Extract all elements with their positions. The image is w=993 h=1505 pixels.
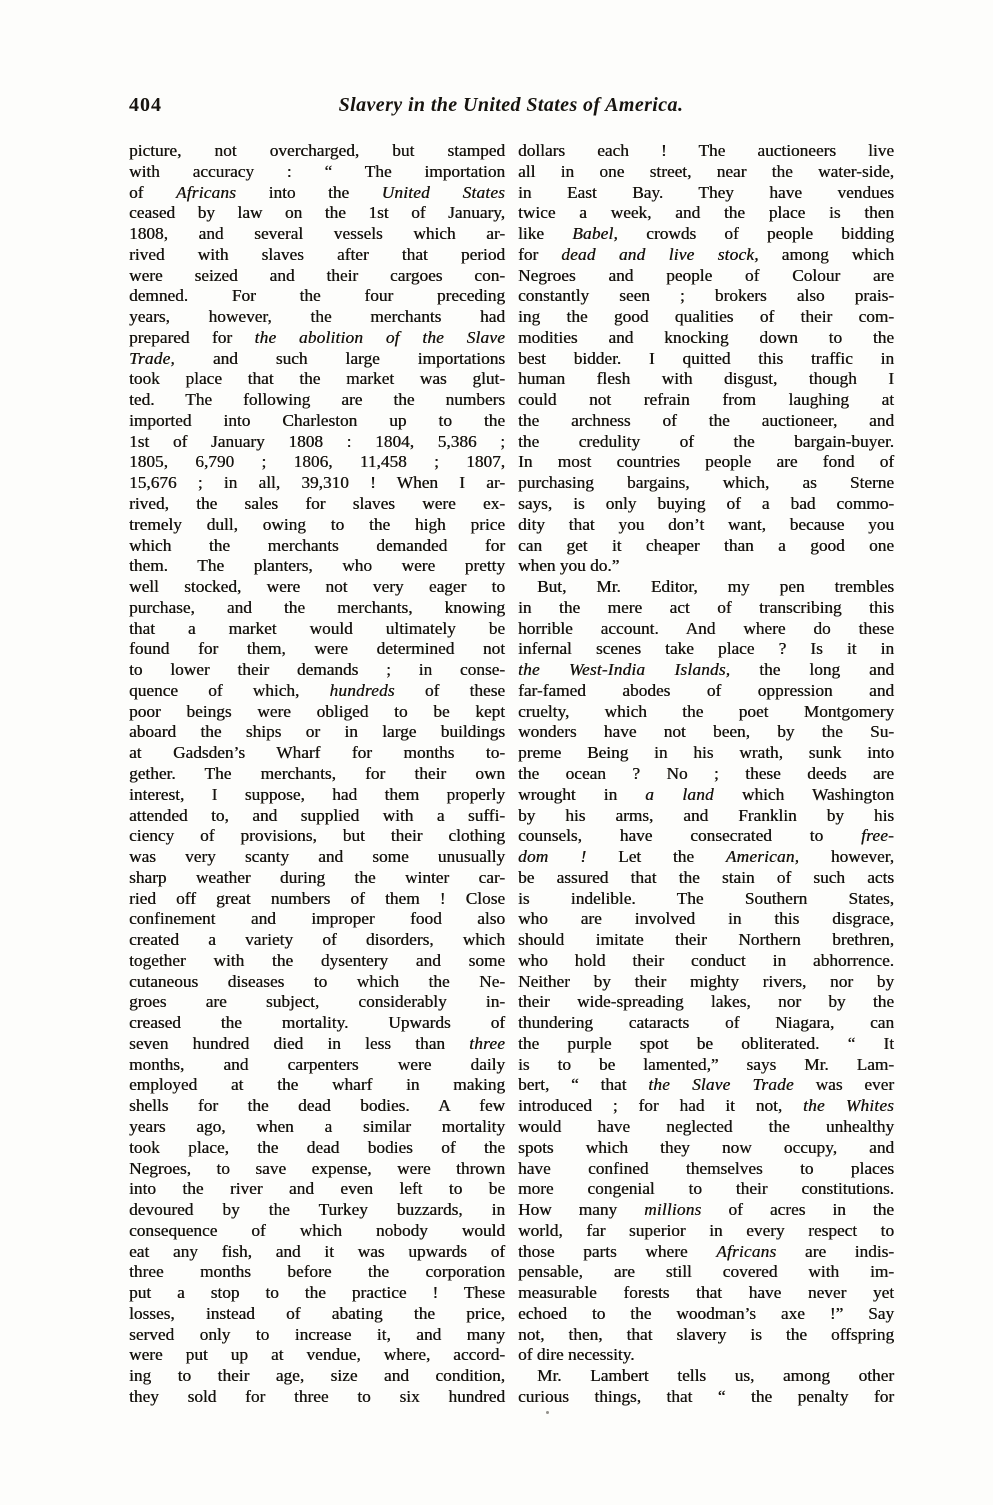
text-line: prepared for the abolition of the Slave (129, 327, 505, 347)
text-line: losses, instead of abating the price, (129, 1303, 505, 1323)
text-line: all in one street, near the water-side, (518, 161, 894, 181)
text-line: eat any fish, and it was upwards of (129, 1241, 505, 1261)
text-line: wonders have not been, by the Su- (518, 722, 894, 742)
text-line: cutaneous diseases to which the Ne- (129, 971, 505, 991)
text-line: for dead and live stock, among which (518, 244, 894, 264)
text-line: ceased by law on the 1st of January, (129, 203, 505, 223)
text-line: served only to increase it, and many (129, 1324, 505, 1344)
text-line: months, and carpenters were daily (129, 1054, 505, 1074)
text-line: at Gadsden’s Wharf for months to- (129, 743, 505, 763)
page-title: Slavery in the United States of America. (338, 94, 684, 116)
text-line: would have neglected the unhealthy (518, 1116, 894, 1136)
text-line: in East Bay. They have vendues (518, 182, 894, 202)
text-line: ted. The following are the numbers (129, 390, 505, 410)
text-line: 1st of January 1808 : 1804, 5,386 ; (129, 431, 505, 451)
text-line: seven hundred died in less than three (129, 1033, 505, 1053)
text-line: twice a week, and the place is then (518, 203, 894, 223)
text-line: more congenial to their constitutions. (518, 1179, 894, 1199)
text-line: groes are subject, considerably in- (129, 992, 505, 1012)
text-line: spots which they now occupy, and (518, 1137, 894, 1157)
text-line: took place that the market was glut- (129, 369, 505, 389)
text-line: took place, the dead bodies of the (129, 1137, 505, 1157)
text-line: rived, the sales for slaves were ex- (129, 494, 505, 514)
text-line: years, however, the merchants had (129, 307, 505, 327)
text-line: when you do.” (518, 556, 620, 576)
text-line: demned. For the four preceding (129, 286, 505, 306)
scan-speck (546, 1411, 549, 1414)
text-line: confinement and improper food also (129, 909, 505, 929)
text-line: consequence of which nobody would (129, 1220, 505, 1240)
text-line: 1808, and several vessels which ar- (129, 224, 505, 244)
text-line: Trade, and such large importations (129, 348, 505, 368)
text-line: those parts where Africans are indis- (518, 1241, 894, 1261)
right-column (518, 141, 894, 1408)
text-line: have confined themselves to places (518, 1158, 894, 1178)
text-line: poor beings were obliged to be kept (129, 701, 505, 721)
text-line: ing the good qualities of their com- (518, 307, 894, 327)
text-line: were seized and their cargoes con- (129, 265, 505, 285)
text-line: purchasing bargains, which, as Sterne (518, 473, 894, 493)
text-line: who hold their conduct in abhorrence. (518, 950, 894, 970)
text-line: Negroes, to save expense, were thrown (129, 1158, 505, 1178)
text-line: the ocean ? No ; these deeds are (518, 763, 894, 783)
text-line: created a variety of disorders, which (129, 930, 505, 950)
text-line: that a market would ultimately be (129, 618, 505, 638)
text-line: constantly seen ; brokers also prais- (518, 286, 894, 306)
left-column (129, 141, 505, 1408)
text-line: aboard the ships or in large buildings (129, 722, 505, 742)
text-line: found for them, were determined not (129, 639, 505, 659)
text-line: the credulity of the bargain-buyer. (518, 431, 894, 451)
text-line: horrible account. And where do these (518, 618, 894, 638)
text-line: thundering cataracts of Niagara, can (518, 1013, 894, 1033)
text-line: curious things, that “ the penalty for (518, 1386, 894, 1406)
text-line: In most countries people are fond of (518, 452, 894, 472)
text-line: measurable forests that have never yet (518, 1283, 894, 1303)
text-line: three months before the corporation (129, 1262, 505, 1282)
text-line: employed at the wharf in making (129, 1075, 505, 1095)
text-line: shells for the dead bodies. A few (129, 1096, 505, 1116)
text-line: be assured that the stain of such acts (518, 867, 894, 887)
page-number: 404 (129, 94, 162, 116)
text-line: could not refrain from laughing at (518, 390, 894, 410)
text-line: can get it cheaper than a good one (518, 535, 894, 555)
text-line: in the mere act of transcribing this (518, 597, 894, 617)
text-line: the archness of the auctioneer, and (518, 410, 894, 430)
text-line: far-famed abodes of oppression and (518, 680, 894, 700)
text-line: gether. The merchants, for their own (129, 763, 505, 783)
text-line: attended to, and supplied with a suffi- (129, 805, 505, 825)
text-line: But, Mr. Editor, my pen trembles (537, 577, 894, 597)
text-line: the purple spot be obliterated. “ It (518, 1033, 894, 1053)
text-line: tremely dull, owing to the high price (129, 514, 505, 534)
text-body (129, 141, 894, 1408)
text-line: purchase, and the merchants, knowing (129, 597, 505, 617)
text-line: is indelible. The Southern States, (518, 888, 894, 908)
text-line: creased the mortality. Upwards of (129, 1013, 505, 1033)
text-line: introduced ; for had it not, the Whites (518, 1096, 895, 1116)
text-line: the West-India Islands, the long and (518, 660, 894, 680)
text-line: picture, not overcharged, but stamped (129, 141, 505, 160)
text-line: ried off great numbers of them ! Close (129, 888, 505, 908)
text-line: which the merchants demanded for (129, 535, 505, 555)
text-line: imported into Charleston up to the (129, 410, 505, 430)
text-line: bert, “ that the Slave Trade was ever (518, 1075, 894, 1095)
text-line: counsels, have consecrated to free- (518, 826, 894, 846)
text-line: to lower their demands ; in conse- (129, 660, 505, 680)
text-line: wrought in a land which Washington (518, 784, 894, 804)
text-line: years ago, when a similar mortality (129, 1116, 505, 1136)
text-line: best bidder. I quitted this traffic in (518, 348, 894, 368)
text-line: says, is only buying of a bad commo- (518, 494, 894, 514)
text-line: dom ! Let the American, however, (518, 847, 894, 867)
text-line: modities and knocking down to the (518, 327, 894, 347)
text-line: Negroes and people of Colour are (518, 265, 894, 285)
text-line: ing to their age, size and condition, (129, 1366, 505, 1386)
text-line: put a stop to the practice ! These (129, 1283, 505, 1303)
text-line: pensable, are still covered with im- (518, 1262, 894, 1282)
text-line: sharp weather during the winter car- (129, 867, 505, 887)
running-head (129, 94, 893, 124)
text-line: dollars each ! The auctioneers live (518, 141, 894, 160)
text-line: echoed to the woodman’s axe !” Say (518, 1303, 894, 1323)
text-line: of dire necessity. (518, 1345, 635, 1365)
text-line: devoured by the Turkey buzzards, in (129, 1200, 505, 1220)
text-line: Neither by their mighty rivers, nor by (518, 971, 894, 991)
text-line: them. The planters, who were pretty (129, 556, 505, 576)
text-line: well stocked, were not very eager to (129, 577, 505, 597)
text-line: by his arms, and Franklin by his (518, 805, 894, 825)
text-line: ciency of provisions, but their clothing (129, 826, 505, 846)
text-line: their wide-spreading lakes, nor by the (518, 992, 894, 1012)
text-line: quence of which, hundreds of these (129, 680, 506, 700)
text-line: interest, I suppose, had them properly (129, 784, 505, 804)
text-line: Mr. Lambert tells us, among other (537, 1366, 894, 1386)
text-line: together with the dysentery and some (129, 950, 505, 970)
text-line: like Babel, crowds of people bidding (518, 224, 894, 244)
text-line: who are involved in this disgrace, (518, 909, 894, 929)
text-line: they sold for three to six hundred (129, 1386, 505, 1406)
text-line: should imitate their Northern brethren, (518, 930, 894, 950)
text-line: world, far superior in every respect to (518, 1220, 894, 1240)
text-line: preme Being in his wrath, sunk into (518, 743, 894, 763)
text-line: not, then, that slavery is the offspring (518, 1324, 894, 1344)
text-line: human flesh with disgust, though I (518, 369, 894, 389)
text-line: infernal scenes take place ? Is it in (518, 639, 894, 659)
text-line: with accuracy : “ The importation (129, 161, 505, 181)
text-line: is to be lamented,” says Mr. Lam- (518, 1054, 894, 1074)
text-line: were put up at vendue, where, accord- (129, 1345, 505, 1365)
text-line: How many millions of acres in the (518, 1200, 894, 1220)
text-line: cruelty, which the poet Montgomery (518, 701, 894, 721)
text-line: was very scanty and some unusually (129, 847, 505, 867)
text-line: rived with slaves after that period (129, 244, 505, 264)
text-line: 1805, 6,790 ; 1806, 11,458 ; 1807, (129, 452, 505, 472)
text-line: of Africans into the United States (129, 182, 506, 202)
text-line: dity that you don’t want, because you (518, 514, 894, 534)
text-line: into the river and even left to be (129, 1179, 505, 1199)
text-line: 15,676 ; in all, 39,310 ! When I ar- (129, 473, 505, 493)
